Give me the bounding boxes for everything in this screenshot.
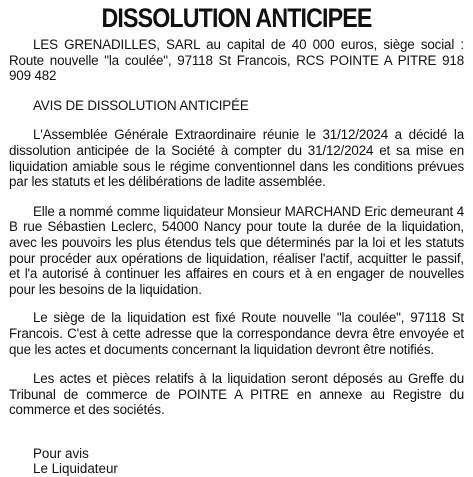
- filing-paragraph: Les actes et pièces relatifs à la liquidation seront déposés au Greffe du Tribunal de commerce de POINTE A PITRE en annexe au Registre du commerce et des sociétés.: [9, 371, 464, 418]
- company-identification-paragraph: LES GRENADILLES, SARL au capital de 40 000 euros, siège social : Route nouvelle "la coulée", 97118 St Francois, RCS POINTE A PITRE 918 909 482: [9, 37, 464, 84]
- signature-line-for-notice: Pour avis: [33, 445, 89, 461]
- liquidator-appointment-paragraph: Elle a nommé comme liquidateur Monsieur MARCHAND Eric demeurant 4 B rue Sébastien Leclerc, 54000 Nancy pour toute la durée de la liquidation, avec les pouvoirs les plus étendus tels que déterminés par la loi et les statuts pour procéder aux opérations de liquidation, réaliser l'actif, acquitter le passif, et l'a autorisé à continuer les affaires en cours et à en engager de nouvelles pour les besoins de la liquidation.: [9, 203, 464, 297]
- signature-line-liquidator: Le Liquidateur: [33, 461, 118, 477]
- signature-block: [9, 446, 464, 477]
- liquidation-seat-paragraph: Le siège de la liquidation est fixé Route nouvelle "la coulée", 97118 St Francois. C'est à cette adresse que la correspondance devra être envoyée et que les actes et documents concernant la liquidation devront être notifiés.: [9, 310, 464, 357]
- notice-title: DISSOLUTION ANTICIPEE: [101, 3, 372, 33]
- notice-subheading: AVIS DE DISSOLUTION ANTICIPÉE: [33, 97, 249, 113]
- assembly-decision-paragraph: L'Assemblée Générale Extraordinaire réunie le 31/12/2024 a décidé la dissolution anticipée de la Société à compter du 31/12/2024 et sa mise en liquidation amiable sous le régime conventionnel dans les conditions prévues par les statuts et les délibérations de ladite assemblée.: [9, 127, 464, 190]
